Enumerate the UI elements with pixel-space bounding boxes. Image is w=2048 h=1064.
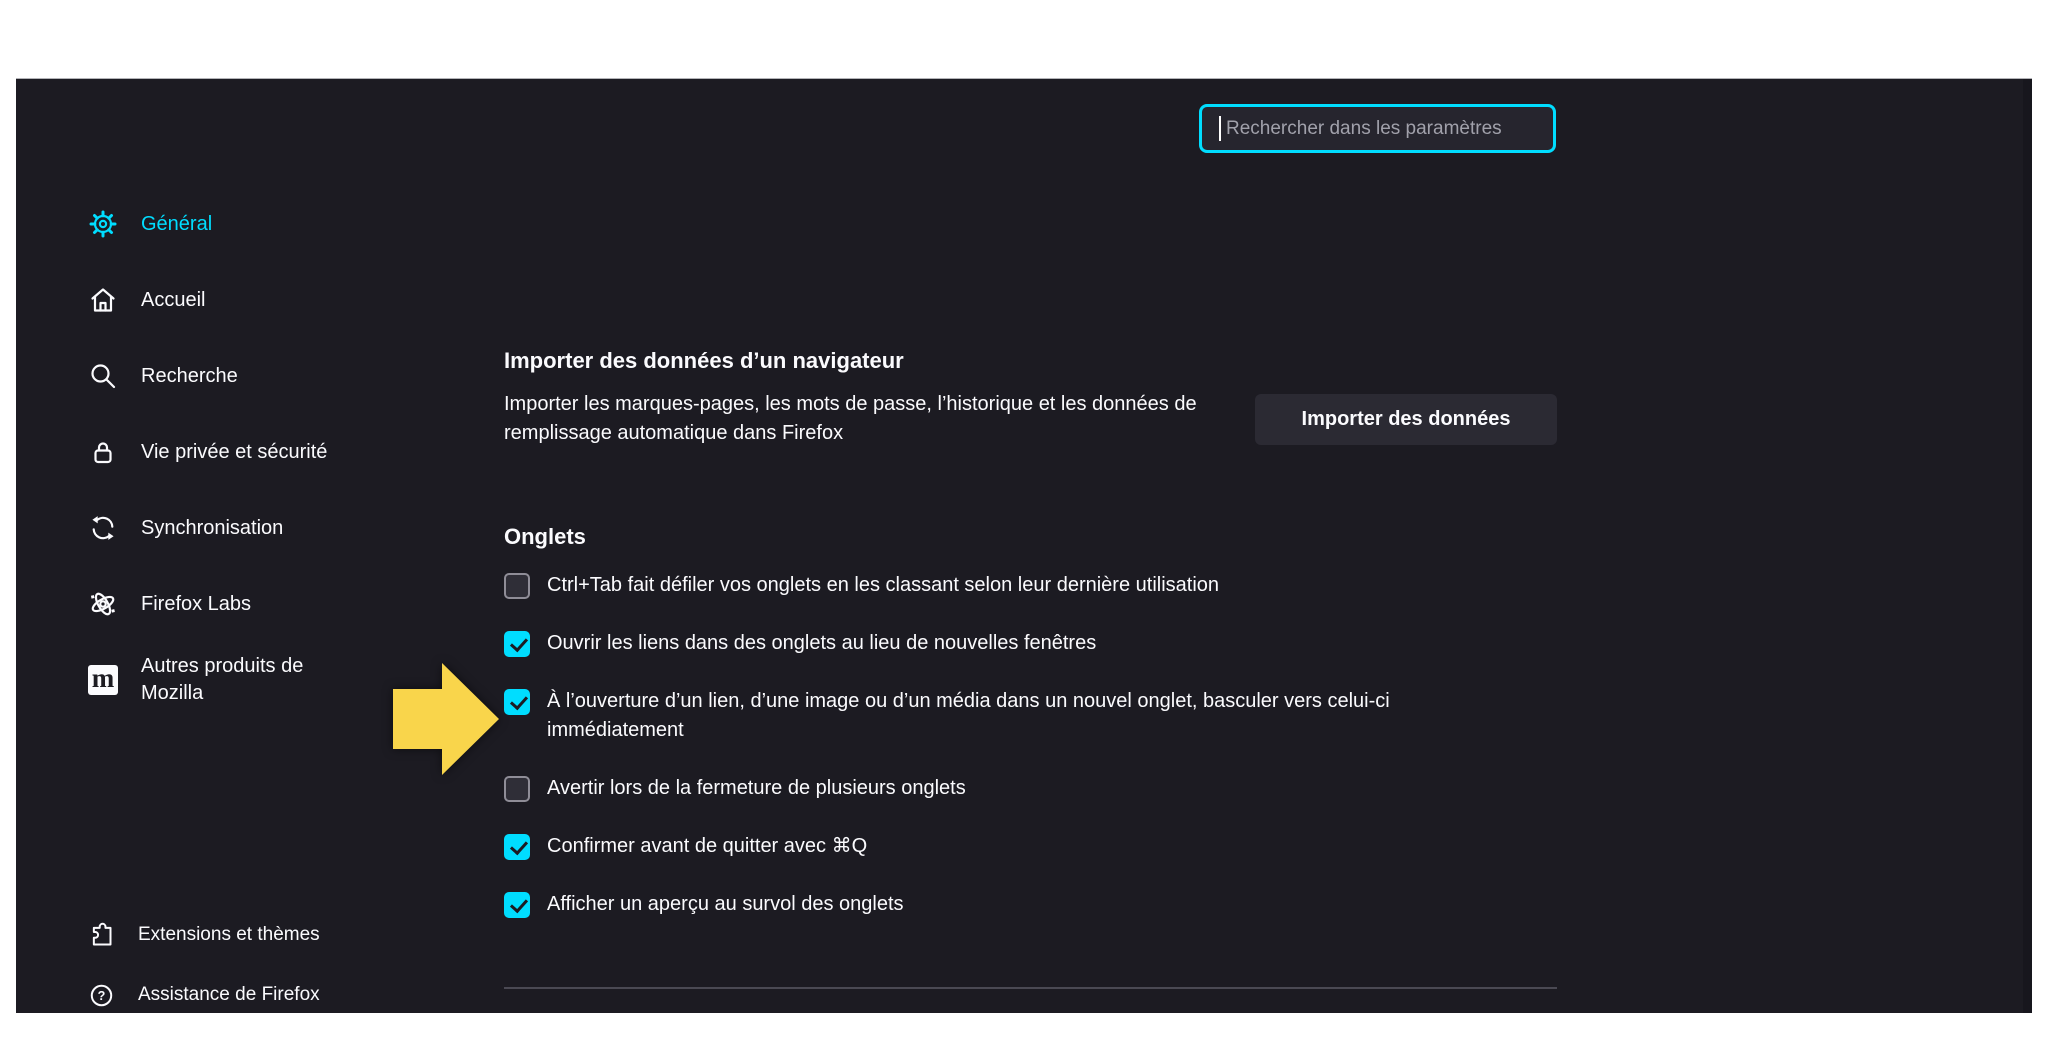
text-caret (1219, 116, 1221, 141)
sidebar-item-synchronisation[interactable] (88, 490, 388, 566)
checkbox-open-links-in-tabs[interactable] (504, 631, 1557, 658)
sidebar-item-label: Général (141, 212, 213, 235)
sidebar-item-vie-privee[interactable] (88, 414, 388, 490)
sidebar-item-label: Assistance de Firefox (138, 984, 320, 1005)
checkbox-label: Ouvrir les liens dans des onglets au lieu de nouvelles fenêtres (547, 632, 1097, 654)
checkbox-tab-preview[interactable] (504, 892, 1557, 919)
settings-main-content (504, 348, 1557, 989)
sidebar-item-label: Accueil (141, 288, 206, 311)
checkbox-label: Confirmer avant de quitter avec ⌘Q (547, 835, 868, 857)
checkbox-confirm-quit[interactable] (504, 834, 1557, 861)
checkbox-box[interactable] (504, 892, 530, 918)
checkbox-switch-to-new-tab[interactable] (504, 689, 1557, 745)
sidebar-item-label: Autres produits de Mozilla (141, 655, 304, 704)
checkbox-box[interactable] (504, 573, 530, 599)
search-icon (88, 361, 118, 391)
svg-text:?: ? (97, 988, 106, 1003)
import-data-button[interactable]: Importer des données (1255, 394, 1557, 445)
home-icon (88, 285, 118, 315)
settings-search-input[interactable] (1199, 104, 1556, 153)
help-icon (88, 982, 115, 1009)
atom-icon (88, 589, 118, 619)
sidebar-item-accueil[interactable] (88, 262, 388, 338)
puzzle-icon (88, 922, 115, 949)
gear-icon (88, 209, 118, 239)
checkbox-ctrl-tab-cycle[interactable] (504, 573, 1557, 600)
checkbox-box[interactable] (504, 631, 530, 657)
tabs-section-title: Onglets (504, 524, 586, 549)
sync-icon (88, 513, 118, 543)
checkbox-label: Ctrl+Tab fait défiler vos onglets en les classant selon leur dernière utilisation (547, 574, 1220, 596)
sidebar-item-label: Recherche (141, 364, 238, 387)
sidebar-item-label: Synchronisation (141, 516, 284, 539)
sidebar-footer (88, 905, 388, 1025)
settings-panel (16, 78, 2032, 1013)
import-section-description: Importer les marques-pages, les mots de passe, l’historique et les données de remplissage automatique dans Firefox (504, 393, 1197, 444)
sidebar-item-recherche[interactable] (88, 338, 388, 414)
import-section-row (504, 390, 1557, 448)
sidebar-item-autres-produits[interactable] (88, 642, 388, 718)
mozilla-icon: m (88, 665, 118, 695)
checkbox-label: À l’ouverture d’un lien, d’une image ou d’un média dans un nouvel onglet, basculer vers celui-ci immédiatement (547, 690, 1390, 741)
checkbox-box[interactable] (504, 689, 530, 715)
sidebar-item-firefox-labs[interactable] (88, 566, 388, 642)
checkbox-warn-closing-tabs[interactable] (504, 776, 1557, 803)
checkbox-label: Afficher un aperçu au survol des onglets (547, 893, 904, 915)
tabs-checkbox-list (504, 573, 1557, 919)
sidebar-item-label: Extensions et thèmes (138, 924, 320, 945)
sidebar-item-assistance[interactable] (88, 965, 388, 1025)
section-divider (504, 987, 1557, 989)
sidebar-item-label: Vie privée et sécurité (141, 440, 328, 463)
settings-sidebar (88, 186, 388, 718)
checkbox-box[interactable] (504, 776, 530, 802)
checkbox-box[interactable] (504, 834, 530, 860)
sidebar-item-general[interactable] (88, 186, 388, 262)
scrollbar-track[interactable] (2023, 79, 2032, 1013)
sidebar-item-extensions-themes[interactable] (88, 905, 388, 965)
lock-icon (88, 437, 118, 467)
sidebar-item-label: Firefox Labs (141, 592, 252, 615)
import-section-title: Importer des données d’un navigateur (504, 348, 904, 373)
search-field-wrapper (1199, 104, 1556, 153)
checkbox-label: Avertir lors de la fermeture de plusieurs onglets (547, 777, 966, 799)
